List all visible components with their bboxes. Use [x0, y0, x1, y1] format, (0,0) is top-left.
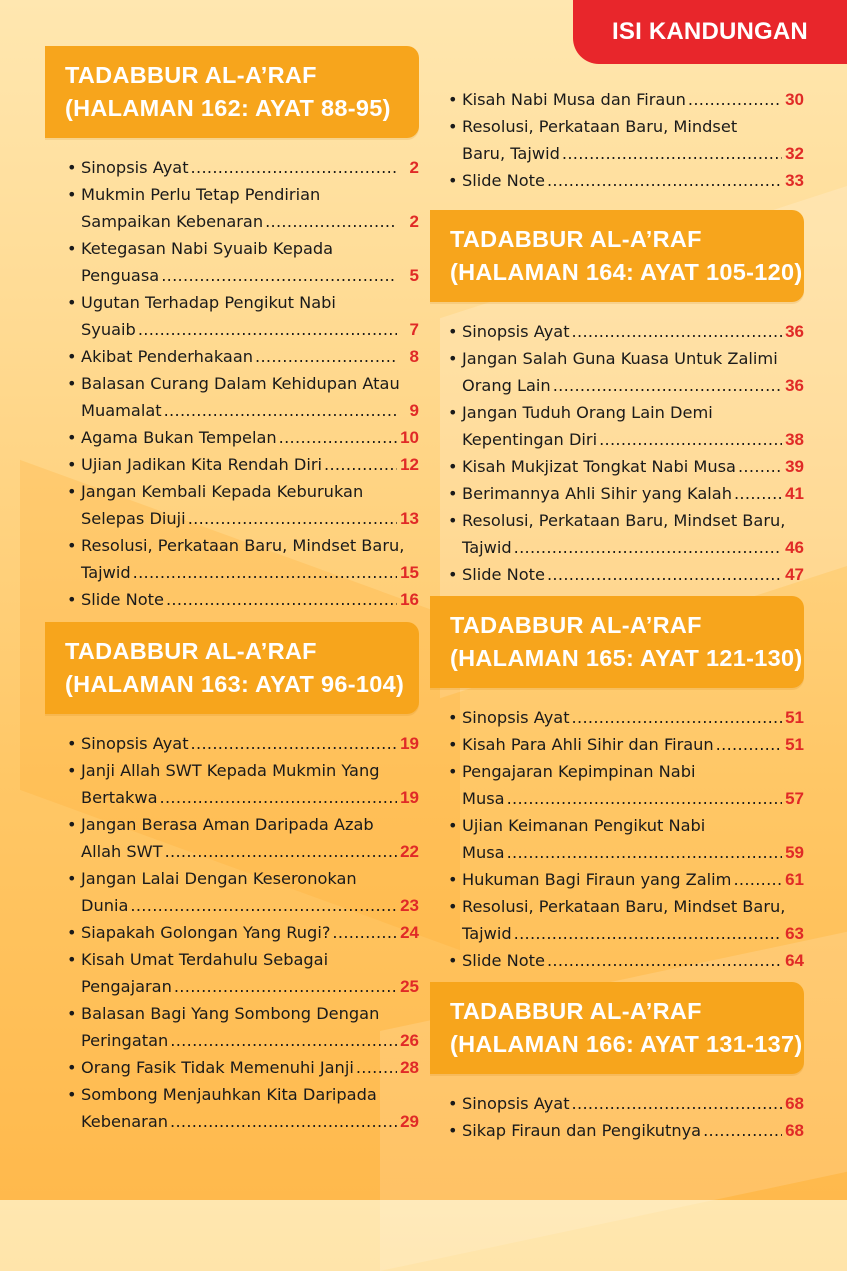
toc-entry-page: 2 — [409, 158, 419, 177]
toc-list — [430, 704, 804, 974]
toc-entry[interactable] — [67, 865, 419, 919]
dot-leader — [514, 534, 782, 561]
toc-entry-title: • Slide Note — [81, 590, 164, 609]
toc-entry-title: • Resolusi, Perkataan Baru, Mindset Baru, — [81, 536, 405, 555]
toc-entry-page: 12 — [400, 455, 419, 474]
toc-entry-title: • Kisah Para Ahli Sihir dan Firaun — [462, 735, 714, 754]
toc-entry-title: Kebenaran — [81, 1112, 169, 1131]
toc-section-164 — [430, 210, 804, 588]
toc-entry-title: • Jangan Salah Guna Kuasa Untuk Zalimi — [462, 349, 778, 368]
toc-entry-title: • Agama Bukan Tempelan — [81, 428, 277, 447]
toc-entry-title: • Janji Allah SWT Kepada Mukmin Yang — [81, 761, 380, 780]
toc-entry-title: • Balasan Curang Dalam Kehidupan Atau — [81, 374, 400, 393]
toc-entry[interactable] — [67, 1000, 419, 1054]
toc-entry-page: 24 — [400, 923, 419, 942]
toc-entry[interactable] — [448, 1090, 804, 1117]
toc-entry[interactable] — [67, 919, 419, 946]
toc-section-163-continued — [430, 86, 804, 194]
toc-entry[interactable] — [448, 561, 804, 588]
toc-entry-title: Syuaib — [81, 320, 136, 339]
toc-entry[interactable] — [67, 370, 419, 424]
dot-leader — [547, 561, 782, 588]
dot-leader — [133, 559, 397, 586]
dot-leader — [547, 167, 782, 194]
toc-entry-title: Orang Lain — [462, 376, 551, 395]
toc-entry-title: Sampaikan Kebenaran — [81, 212, 264, 231]
dot-leader — [130, 892, 397, 919]
toc-entry-title: Musa — [462, 789, 505, 808]
toc-entry-page: 32 — [785, 144, 804, 163]
toc-entry[interactable] — [67, 586, 419, 613]
toc-list — [45, 730, 419, 1135]
toc-entry[interactable] — [448, 731, 804, 758]
toc-entry-page: 36 — [785, 376, 804, 395]
toc-entry[interactable] — [67, 811, 419, 865]
toc-entry[interactable] — [448, 86, 804, 113]
toc-entry-title: • Sombong Menjauhkan Kita Daripada — [81, 1085, 377, 1104]
toc-entry-page: 2 — [409, 212, 419, 231]
toc-section-163 — [45, 622, 419, 1135]
toc-entry[interactable] — [67, 946, 419, 1000]
toc-entry-title: Tajwid — [462, 924, 512, 943]
toc-entry-title: • Akibat Penderhakaan — [81, 347, 254, 366]
toc-entry-title: • Orang Fasik Tidak Memenuhi Janji — [81, 1058, 354, 1077]
toc-entry-title: • Slide Note — [462, 171, 545, 190]
toc-entry[interactable] — [448, 113, 804, 167]
dot-leader — [703, 1117, 782, 1144]
toc-entry-page: 28 — [400, 1058, 419, 1077]
toc-entry-title: • Sinopsis Ayat — [81, 158, 189, 177]
dot-leader — [165, 838, 397, 865]
toc-entry-page: 29 — [400, 1112, 419, 1131]
dot-leader — [738, 453, 782, 480]
toc-entry-page: 38 — [785, 430, 804, 449]
toc-entry-title: • Pengajaran Kepimpinan Nabi — [462, 762, 696, 781]
toc-entry-title: Baru, Tajwid — [462, 144, 560, 163]
toc-entry[interactable] — [448, 893, 804, 947]
toc-entry-title: • Jangan Tuduh Orang Lain Demi — [462, 403, 713, 422]
toc-entry-title: • Kisah Nabi Musa dan Firaun — [462, 90, 686, 109]
dot-leader — [562, 140, 782, 167]
toc-entry-page: 22 — [400, 842, 419, 861]
dot-leader — [279, 424, 397, 451]
section-heading-range: (HALAMAN 165: AYAT 121-130) — [450, 645, 803, 671]
toc-entry-page: 51 — [785, 708, 804, 727]
dot-leader — [356, 1054, 397, 1081]
toc-entry-title: Tajwid — [462, 538, 512, 557]
toc-entry-title: • Hukuman Bagi Firaun yang Zalim — [462, 870, 732, 889]
toc-entry[interactable] — [67, 1054, 419, 1081]
dot-leader — [332, 919, 397, 946]
toc-entry-title: • Sinopsis Ayat — [81, 734, 189, 753]
toc-entry[interactable] — [67, 1081, 419, 1135]
toc-entry-title: • Slide Note — [462, 951, 545, 970]
toc-entry-page: 51 — [785, 735, 804, 754]
toc-entry-page: 64 — [785, 951, 804, 970]
toc-entry-title: • Resolusi, Perkataan Baru, Mindset — [462, 117, 738, 136]
toc-entry-page: 9 — [409, 401, 419, 420]
toc-list — [430, 1090, 804, 1144]
toc-entry-page: 47 — [785, 565, 804, 584]
toc-entry-page: 68 — [785, 1121, 804, 1140]
toc-entry-title: Pengajaran — [81, 977, 172, 996]
toc-entry-page: 39 — [785, 457, 804, 476]
toc-entry-title: • Siapakah Golongan Yang Rugi? — [81, 923, 331, 942]
toc-entry[interactable] — [448, 318, 804, 345]
toc-entry[interactable] — [448, 453, 804, 480]
section-heading-range: (HALAMAN 166: AYAT 131-137) — [450, 1031, 803, 1057]
toc-section-166 — [430, 982, 804, 1144]
dot-leader — [174, 973, 397, 1000]
dot-leader — [688, 86, 782, 113]
toc-entry[interactable] — [67, 343, 419, 370]
dot-leader — [166, 586, 397, 613]
dot-leader — [265, 208, 397, 235]
dot-leader — [547, 947, 782, 974]
toc-entry-title: Penguasa — [81, 266, 160, 285]
toc-entry-page: 63 — [785, 924, 804, 943]
toc-entry-page: 13 — [400, 509, 419, 528]
section-heading-title: TADABBUR AL-A’RAF — [450, 998, 702, 1024]
toc-entry-page: 8 — [409, 347, 419, 366]
dot-leader — [160, 784, 397, 811]
dot-leader — [164, 397, 397, 424]
dot-leader — [514, 920, 782, 947]
toc-entry-title: • Kisah Mukjizat Tongkat Nabi Musa — [462, 457, 736, 476]
toc-entry-title: Musa — [462, 843, 505, 862]
dot-leader — [188, 505, 397, 532]
dot-leader — [324, 451, 397, 478]
toc-entry-page: 33 — [785, 171, 804, 190]
toc-entry[interactable] — [448, 1117, 804, 1144]
toc-entry[interactable] — [67, 235, 419, 289]
section-heading-title: TADABBUR AL-A’RAF — [450, 226, 702, 252]
toc-entry-page: 25 — [400, 977, 419, 996]
toc-entry-title: • Ketegasan Nabi Syuaib Kepada — [81, 239, 334, 258]
toc-entry[interactable] — [67, 154, 419, 181]
section-heading — [45, 46, 419, 138]
toc-entry-title: • Ujian Jadikan Kita Rendah Diri — [81, 455, 323, 474]
dot-leader — [138, 316, 397, 343]
toc-entry[interactable] — [448, 507, 804, 561]
toc-entry-title: • Sikap Firaun dan Pengikutnya — [462, 1121, 702, 1140]
toc-entry-title: • Berimannya Ahli Sihir yang Kalah — [462, 484, 732, 503]
toc-entry-title: • Slide Note — [462, 565, 545, 584]
section-heading-title: TADABBUR AL-A’RAF — [65, 62, 317, 88]
dot-leader — [191, 730, 397, 757]
toc-entry-page: 41 — [785, 484, 804, 503]
section-heading — [430, 210, 804, 302]
toc-entry-page: 16 — [400, 590, 419, 609]
section-heading-title: TADABBUR AL-A’RAF — [450, 612, 702, 638]
toc-entry[interactable] — [448, 399, 804, 453]
toc-entry-page: 36 — [785, 322, 804, 341]
toc-entry[interactable] — [67, 451, 419, 478]
dot-leader — [572, 318, 782, 345]
toc-entry[interactable] — [67, 289, 419, 343]
toc-entry[interactable] — [67, 730, 419, 757]
dot-leader — [170, 1108, 397, 1135]
toc-entry-page: 26 — [400, 1031, 419, 1050]
toc-entry[interactable] — [67, 757, 419, 811]
toc-entry[interactable] — [67, 424, 419, 451]
toc-entry-title: Peringatan — [81, 1031, 169, 1050]
toc-entry-title: • Ugutan Terhadap Pengikut Nabi — [81, 293, 336, 312]
toc-list — [430, 318, 804, 588]
toc-entry[interactable] — [67, 532, 419, 586]
toc-entry-page: 68 — [785, 1094, 804, 1113]
toc-entry-page: 23 — [400, 896, 419, 915]
toc-entry-title: • Sinopsis Ayat — [462, 708, 570, 727]
toc-entry-page: 10 — [400, 428, 419, 447]
toc-section-162 — [45, 46, 419, 613]
toc-entry[interactable] — [448, 704, 804, 731]
toc-entry-title: • Jangan Berasa Aman Daripada Azab — [81, 815, 374, 834]
section-heading — [430, 596, 804, 688]
toc-list — [45, 154, 419, 613]
toc-entry-page: 5 — [409, 266, 419, 285]
dot-leader — [553, 372, 782, 399]
toc-entry-page: 61 — [785, 870, 804, 889]
dot-leader — [733, 866, 782, 893]
toc-entry[interactable] — [448, 758, 804, 812]
dot-leader — [572, 704, 782, 731]
toc-entry-title: • Ujian Keimanan Pengikut Nabi — [462, 816, 706, 835]
toc-entry-title: Bertakwa — [81, 788, 158, 807]
toc-entry-title: • Resolusi, Perkataan Baru, Mindset Baru, — [462, 511, 786, 530]
toc-entry-page: 57 — [785, 789, 804, 808]
dot-leader — [255, 343, 397, 370]
section-heading-range: (HALAMAN 163: AYAT 96-104) — [65, 671, 405, 697]
dot-leader — [599, 426, 782, 453]
dot-leader — [191, 154, 397, 181]
toc-entry[interactable] — [67, 181, 419, 235]
toc-entry-page: 7 — [409, 320, 419, 339]
contents-tab: ISI KANDUNGAN — [573, 0, 847, 64]
toc-entry-title: • Balasan Bagi Yang Sombong Dengan — [81, 1004, 380, 1023]
toc-entry[interactable] — [448, 812, 804, 866]
toc-entry-title: • Jangan Kembali Kepada Keburukan — [81, 482, 364, 501]
dot-leader — [572, 1090, 782, 1117]
toc-entry-title: • Mukmin Perlu Tetap Pendirian — [81, 185, 321, 204]
toc-entry-title: Tajwid — [81, 563, 131, 582]
toc-entry-page: 19 — [400, 734, 419, 753]
toc-entry-title: • Jangan Lalai Dengan Keseronokan — [81, 869, 357, 888]
dot-leader — [507, 785, 782, 812]
dot-leader — [507, 839, 782, 866]
section-heading-range: (HALAMAN 164: AYAT 105-120) — [450, 259, 803, 285]
toc-entry-title: • Sinopsis Ayat — [462, 1094, 570, 1113]
toc-entry-title: Allah SWT — [81, 842, 163, 861]
toc-entry-page: 59 — [785, 843, 804, 862]
toc-entry-page: 15 — [400, 563, 419, 582]
toc-section-165 — [430, 596, 804, 974]
toc-entry[interactable] — [67, 478, 419, 532]
section-heading-title: TADABBUR AL-A’RAF — [65, 638, 317, 664]
toc-entry-title: Dunia — [81, 896, 129, 915]
dot-leader — [716, 731, 782, 758]
toc-list — [430, 86, 804, 194]
toc-entry-title: • Resolusi, Perkataan Baru, Mindset Baru, — [462, 897, 786, 916]
section-heading-range: (HALAMAN 162: AYAT 88-95) — [65, 95, 391, 121]
dot-leader — [734, 480, 782, 507]
toc-entry[interactable] — [448, 866, 804, 893]
toc-entry-title: Selepas Diuji — [81, 509, 186, 528]
toc-entry[interactable] — [448, 947, 804, 974]
dot-leader — [170, 1027, 397, 1054]
toc-entry[interactable] — [448, 345, 804, 399]
section-heading — [45, 622, 419, 714]
toc-entry-page: 19 — [400, 788, 419, 807]
toc-entry-title: • Kisah Umat Terdahulu Sebagai — [81, 950, 329, 969]
toc-entry[interactable] — [448, 167, 804, 194]
toc-entry[interactable] — [448, 480, 804, 507]
toc-entry-title: • Sinopsis Ayat — [462, 322, 570, 341]
toc-entry-title: Kepentingan Diri — [462, 430, 598, 449]
section-heading — [430, 982, 804, 1074]
toc-entry-page: 46 — [785, 538, 804, 557]
dot-leader — [161, 262, 397, 289]
toc-entry-title: Muamalat — [81, 401, 162, 420]
toc-entry-page: 30 — [785, 90, 804, 109]
